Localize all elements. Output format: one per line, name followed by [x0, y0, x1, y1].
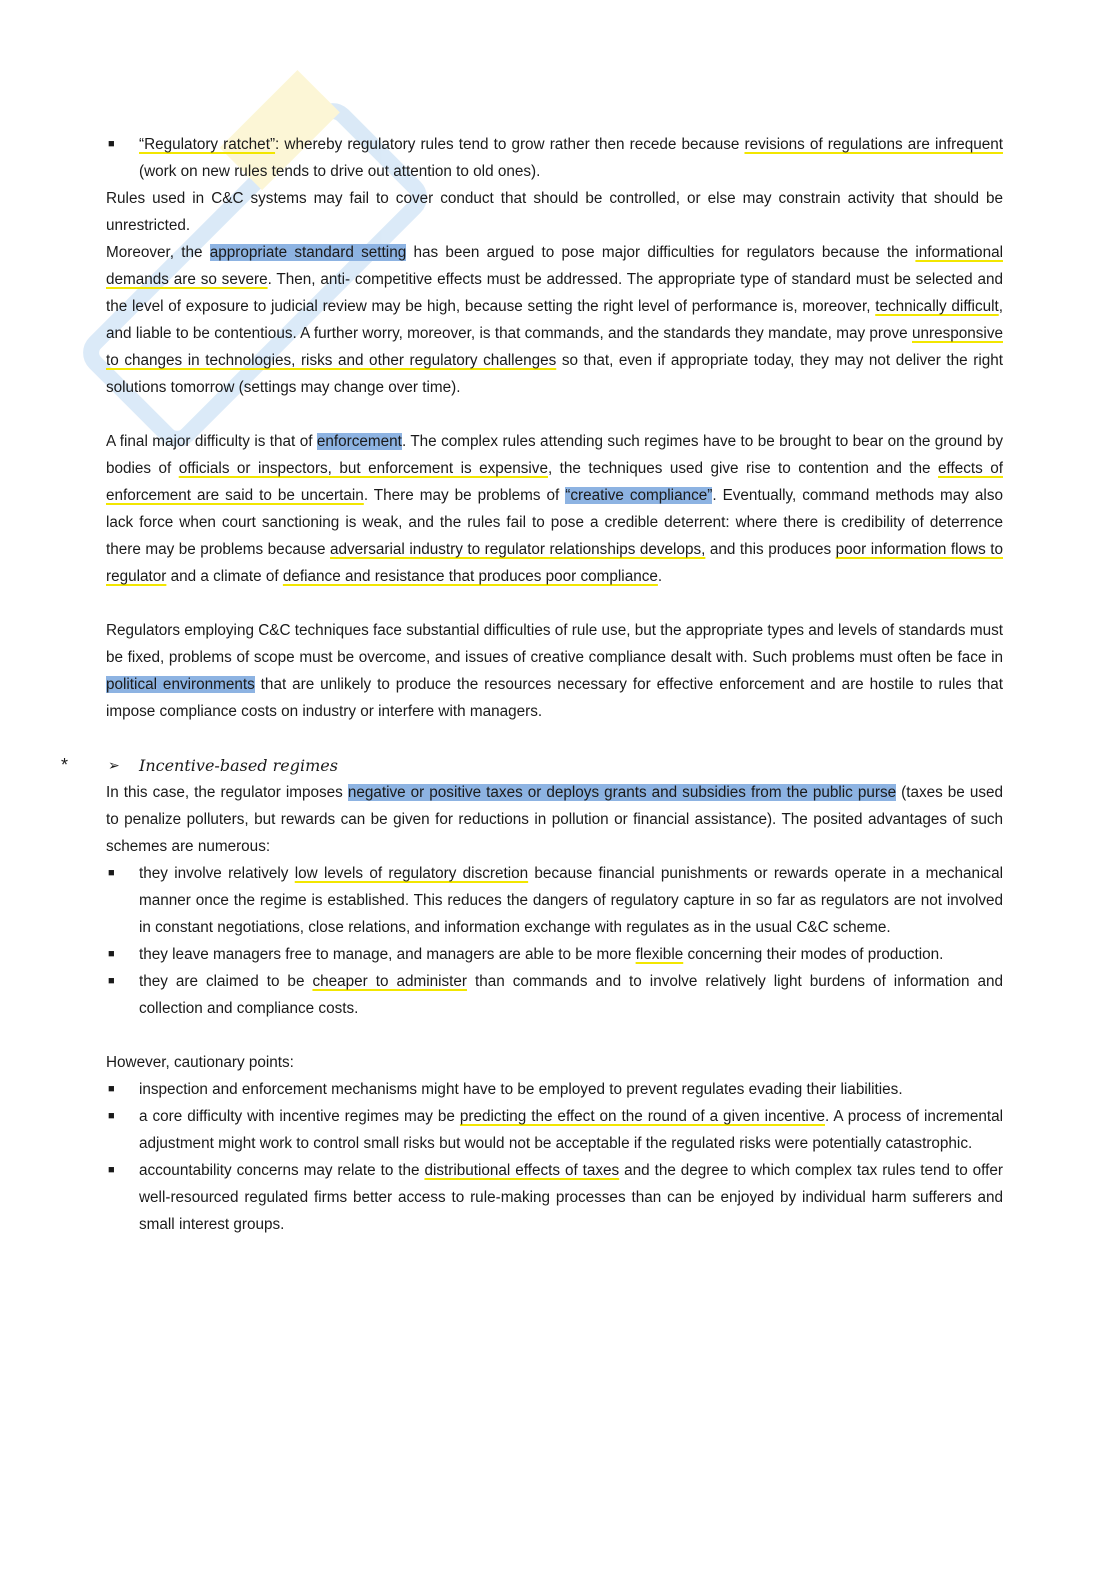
paragraph [106, 617, 1003, 725]
underlined-text: revisions of regulations are infrequent [744, 136, 1003, 153]
text-run: accountability concerns may relate to the [139, 1162, 425, 1179]
square-bullet-icon: ■ [108, 1083, 115, 1095]
underlined-text: low levels of regulatory discretion [294, 865, 529, 882]
text-run: Rules used in C&C systems may fail to cover conduct that should be controlled, or else may constrain activity that should be unrestricted. [106, 190, 1003, 234]
square-bullet-icon: ■ [108, 138, 115, 150]
highlighted-text: appropriate standard setting [209, 244, 407, 261]
text-run: they are claimed to be [139, 973, 313, 990]
underlined-text: flexible [635, 946, 684, 963]
square-bullet-icon: ■ [108, 867, 115, 879]
square-bullet-icon: ■ [108, 1110, 115, 1122]
text-run: However, cautionary points: [106, 1054, 294, 1071]
square-bullet-icon: ■ [108, 1164, 115, 1176]
arrow-bullet-icon: ➢ [108, 757, 120, 773]
underlined-text: adversarial industry to regulator relationships develops, [330, 541, 706, 558]
underlined-text: technically difficult [875, 298, 999, 315]
bullet-item [106, 1103, 1003, 1157]
underlined-text: predicting the effect on the round of a given incentive [459, 1108, 825, 1125]
square-bullet-icon: ■ [108, 975, 115, 987]
text-run: . The complex rules attending such regimes have to be brought to bear on the ground by bodies of [106, 433, 1003, 477]
text-run: has been argued to pose major difficulties for regulators because the [406, 244, 916, 261]
text-run: so that, even if appropriate today, they may not deliver the right solutions tomorrow (settings may change over time). [106, 352, 1003, 396]
text-run: because financial punishments or rewards operate in a mechanical manner once the regime is established. This reduces the dangers of regulatory capture in so far as regulators are not involved in constant negotiations, close relations, and information exchange with regulates as in the usual C&C scheme. [139, 865, 1003, 936]
heading-text: Incentive-based regimes [139, 756, 338, 775]
text-run: (work on new rules tends to drive out attention to old ones). [139, 163, 541, 180]
text-run: that are unlikely to produce the resources necessary for effective enforcement and are hostile to rules that impose compliance costs on industry or interfere with managers. [106, 676, 1004, 720]
highlighted-text: political environments [106, 676, 255, 693]
text-run: and this produces [705, 541, 836, 558]
underlined-text: defiance and resistance that produces poor compliance [282, 568, 658, 585]
bullet-item [106, 1076, 1003, 1103]
text-run: . [657, 568, 663, 585]
text-run: , and liable to be contentious. A further worry, moreover, is that commands, and the standards they mandate, may prove [106, 298, 1003, 342]
underlined-text: effects of enforcement are said to be uncertain [106, 460, 1003, 504]
blank-line [106, 1022, 1003, 1049]
text-run: . Eventually, command methods may also lack force when court sanctioning is weak, and the rules fail to pose a credible deterrent: where there is credibility of deterrence there may be problems because [106, 487, 1003, 558]
underlined-text: distributional effects of taxes [424, 1162, 620, 1179]
paragraph [106, 428, 1003, 590]
text-run: . There may be problems of [363, 487, 566, 504]
document-page [61, 131, 1004, 1238]
text-run: (taxes be used to penalize polluters, but rewards can be given for reductions in pollution or financial assistance). The posited advantages of such schemes are numerous: [106, 784, 1003, 855]
paragraph [106, 1049, 1003, 1076]
underlined-text: informational demands are so severe [106, 244, 1003, 288]
bullet-item [106, 1157, 1003, 1238]
asterisk-marker: * [61, 755, 69, 775]
blank-line [106, 590, 1003, 617]
highlighted-text: enforcement [316, 433, 402, 450]
highlighted-text: negative or positive taxes or deploys grants and subsidies from the public purse [347, 784, 897, 801]
text-run: inspection and enforcement mechanisms might have to be employed to prevent regulates evading their liabilities. [139, 1081, 903, 1098]
text-run: Regulators employing C&C techniques face substantial difficulties of rule use, but the appropriate types and levels of standards must be fixed, problems of scope must be overcome, and issues of creative compliance desalt with. Such problems must often be face in [106, 622, 1003, 666]
highlighted-text: “creative compliance” [565, 487, 713, 504]
square-bullet-icon: ■ [108, 948, 115, 960]
underlined-text: “Regulatory ratchet” [139, 136, 276, 153]
underlined-text: cheaper to administer [312, 973, 468, 990]
underlined-text: officials or inspectors, but enforcement is expensive [178, 460, 548, 477]
text-run: A final major difficulty is that of [106, 433, 317, 450]
text-run: In this case, the regulator imposes [106, 784, 348, 801]
bullet-item [106, 131, 1003, 185]
text-run: and a climate of [166, 568, 283, 585]
text-run: concerning their modes of production. [683, 946, 944, 963]
blank-line [106, 725, 1003, 752]
text-run: and the degree to which complex tax rules tend to offer well-resourced regulated firms better access to rule-making processes than can be enjoyed by individual harm sufferers and small interest groups. [139, 1162, 1003, 1233]
text-run: : whereby regulatory rules tend to grow rather then recede because [275, 136, 745, 153]
text-run: Moreover, the [106, 244, 210, 261]
section-heading [61, 752, 1003, 779]
bullet-item [106, 860, 1003, 941]
text-run: , the techniques used give rise to contention and the [547, 460, 938, 477]
text-run: than commands and to involve relatively light burdens of information and collection and compliance costs. [139, 973, 1003, 1017]
paragraph [106, 779, 1003, 860]
text-run: a core difficulty with incentive regimes may be [139, 1108, 460, 1125]
text-run: they leave managers free to manage, and managers are able to be more [139, 946, 636, 963]
underlined-text: unresponsive to changes in technologies, risks and other regulatory challenges [106, 325, 1003, 369]
underlined-text: poor information flows to regulator [106, 541, 1004, 585]
bullet-item [106, 941, 1003, 968]
paragraph [106, 239, 1003, 401]
blank-line [106, 401, 1003, 428]
text-run: . A process of incremental adjustment might work to control small risks but would not be acceptable if the regulated risks were potentially catastrophic. [139, 1108, 1004, 1152]
paragraph [106, 185, 1003, 239]
bullet-item [106, 968, 1003, 1022]
text-run: they involve relatively [139, 865, 295, 882]
text-run: . Then, anti- competitive effects must be addressed. The appropriate type of standard must be selected and the level of exposure to judicial review may be high, because setting the right level of performance is, moreover, [106, 271, 1003, 315]
